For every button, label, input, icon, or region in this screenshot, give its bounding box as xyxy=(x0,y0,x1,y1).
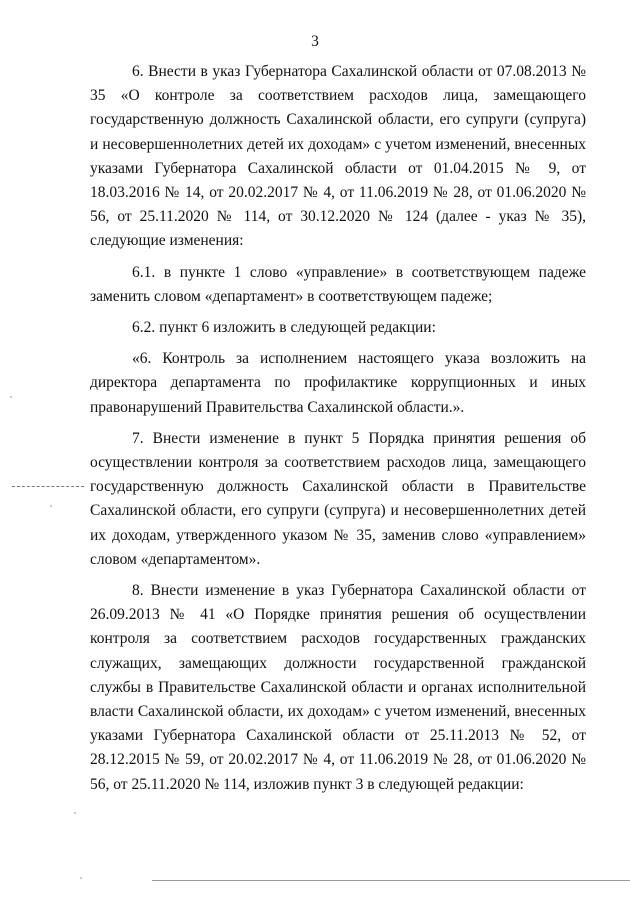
paragraph-6: 6. Внести в указ Губернатора Сахалинской области от 07.08.2013 № 35 «О контроле за соответствием расходов лица, замещающего государственную должность Сахалинской области, его супруги (супруга) и несовершеннолетних детей их доходам» с учетом изменений, внесенных указами Губернатора Сахалинской области от 01.04.2015 № 9, от 18.03.2016 № 14, от 20.02.2017 № 4, от 11.06.2019 № 28, от 01.06.2020 № 56, от 25.11.2020 № 114, от 30.12.2020 № 124 (далее - указ № 35), следующие изменения: xyxy=(90,63,586,250)
paragraph-8: 8. Внести изменение в указ Губернатора Сахалинской области от 26.09.2013 № 41 «О Порядке принятия решения об осуществлении контроля за соответствием расходов государственных гражданских служащих, замещающих должности государственной гражданской службы в Правительстве Сахалинской области и органах исполнительной власти Сахалинской области, их доходам» с учетом изменений, внесенных указами Губернатора Сахалинской области от 25.11.2013 № 52, от 28.12.2015 № 59, от 20.02.2017 № 4, от 11.06.2019 № 28, от 01.06.2020 № 56, от 25.11.2020 № 114, изложив пункт 3 в следующей редакции: xyxy=(90,582,586,793)
page-number: 3 xyxy=(311,33,319,50)
bottom-edge-line xyxy=(152,880,630,881)
document-body xyxy=(90,60,586,797)
paragraph-6-2: 6.2. пункт 6 изложить в следующей редакции: xyxy=(132,319,436,337)
paragraph-quote-6: «6. Контроль за исполнением настоящего указа возложить на директора департамента по профилактике коррупционных и иных правонарушений Правительства Сахалинской области.». xyxy=(90,350,586,416)
paragraph-6-1: 6.1. в пункте 1 слово «управление» в соответствующем падеже заменить словом «департамент» в соответствующем падеже; xyxy=(90,263,586,305)
paragraph-7: 7. Внести изменение в пункт 5 Порядка принятия решения об осуществлении контроля за соответствием расходов лица, замещающего государственную должность Сахалинской области в Правительстве Сахалинской области, его супруги (супруга) и несовершеннолетних детей их доходам, утвержденного указом № 35, заменив слово «управлением» словом «департаментом». xyxy=(90,429,586,568)
scan-margin-dash xyxy=(12,486,84,487)
